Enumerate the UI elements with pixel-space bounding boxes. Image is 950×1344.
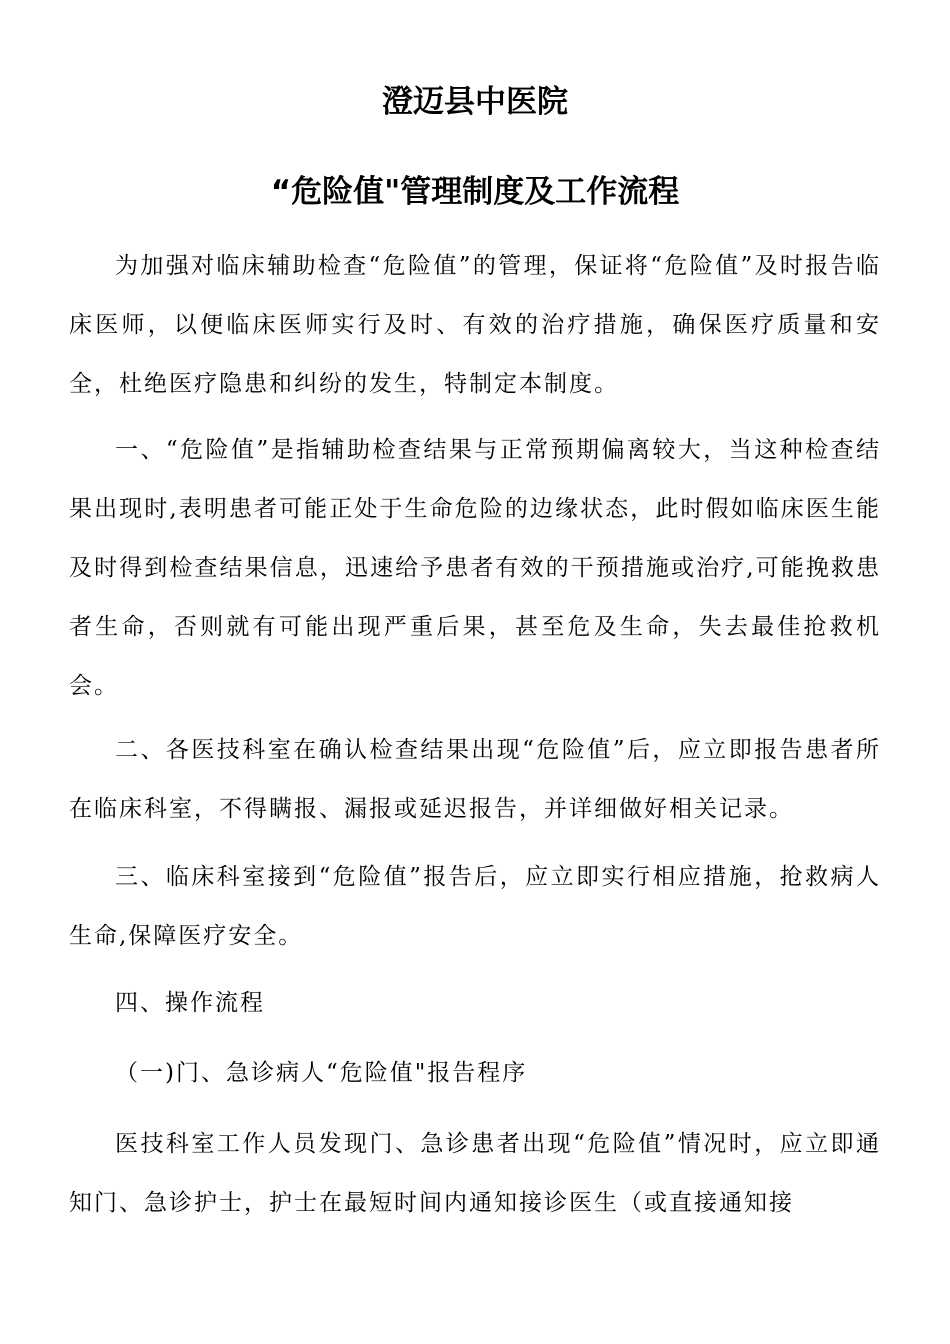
- section-heading-procedure: 四、操作流程: [115, 990, 265, 1016]
- document-title: “危险值"管理制度及工作流程: [270, 174, 680, 210]
- clause-three-paragraph: 三、临床科室接到“危险值”报告后，应立即实行相应措施，抢救病人生命,保障医疗安全。: [69, 864, 881, 949]
- clause-one-paragraph: 一、“危险值”是指辅助检查结果与正常预期偏离较大，当这种检查结果出现时,表明患者可能正处于生命危险的边缘状态，此时假如临床医生能及时得到检查结果信息，迅速给予患者有效的干预措施或治疗,可能挽救患者生命，否则就有可能出现严重后果，甚至危及生命，失去最佳抢救机会。: [69, 437, 881, 699]
- procedure-paragraph: 医技科室工作人员发现门、急诊患者出现“危险值”情况时，应立即通知门、急诊护士，护士在最短时间内通知接诊医生（或直接通知接: [69, 1131, 881, 1216]
- subsection-heading-outpatient: （一)门、急诊病人“危险值"报告程序: [115, 1060, 528, 1086]
- intro-paragraph: 为加强对临床辅助检查“危险值”的管理，保证将“危险值”及时报告临床医师，以便临床医师实行及时、有效的治疗措施，确保医疗质量和安全，杜绝医疗隐患和纠纷的发生，特制定本制度。: [69, 253, 881, 397]
- clause-two-paragraph: 二、各医技科室在确认检查结果出现“危险值”后，应立即报告患者所在临床科室，不得瞒报、漏报或延迟报告，并详细做好相关记录。: [69, 737, 881, 822]
- hospital-title: 澄迈县中医院: [382, 84, 568, 120]
